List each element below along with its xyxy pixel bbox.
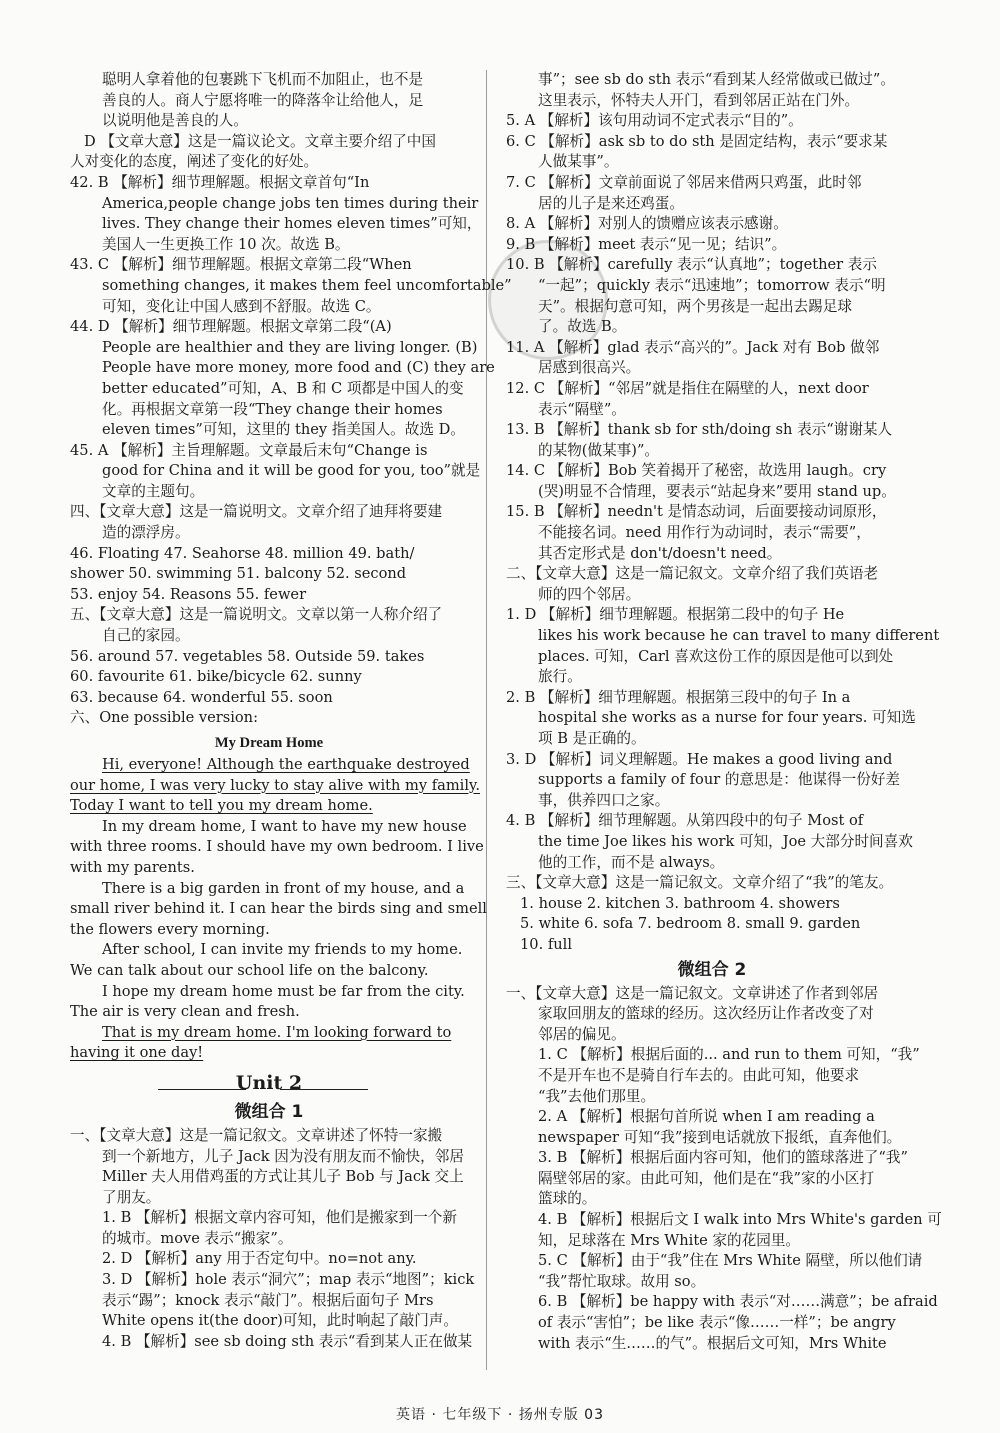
text-line: 53. enjoy 54. Reasons 55. fewer [70, 585, 307, 603]
text-line: 8. A 【解析】对别人的馈赠应该表示感谢。 [506, 215, 788, 233]
text-line: eleven times”可知，这里的 they 指美国人。故选 D。 [102, 421, 465, 439]
text-line: 篮球的。 [538, 1190, 597, 1208]
text-line: Today I want to tell you my dream home. [70, 797, 373, 815]
text-line: There is a big garden in front of my house, and a [102, 879, 465, 897]
text-line: 3. D 【解析】词义理解题。He makes a good living and [506, 750, 893, 768]
text-line: the time Joe likes his work 可知，Joe 大部分时间喜欢 [538, 832, 913, 850]
text-line: supports a family of four 的意思是：他谋得一份好差 [538, 771, 900, 789]
text-line: 6. C 【解析】ask sb to do sth 是固定结构，表示“要求某 [506, 132, 888, 150]
left-column [70, 70, 512, 1352]
text-line: 了。故选 B。 [538, 318, 627, 336]
text-line: 项 B 是正确的。 [538, 730, 646, 747]
text-line: 文章的主题句。 [102, 482, 205, 500]
section-heading: 微组合 2 [677, 959, 747, 980]
text-line: 11. A 【解析】glad 表示“高兴的”。Jack 对有 Bob 做邻 [506, 338, 880, 356]
text-line: 造的漂浮房。 [102, 524, 190, 542]
text-line: 1. C 【解析】根据后面的... and run to them 可知，“我” [538, 1046, 920, 1064]
text-line: 5. white 6. sofa 7. bedroom 8. small 9. garden [520, 915, 861, 933]
text-line: 到一个新地方，儿子 Jack 因为没有朋友而不愉快，邻居 [102, 1147, 464, 1165]
text-line: 六、One possible version: [70, 709, 259, 727]
text-line: 五、【文章大意】这是一篇说明文。文章以第一人称介绍了 [70, 606, 443, 624]
text-line: 自己的家园。 [102, 627, 190, 645]
text-line: 旅行。 [538, 668, 582, 686]
text-line: 12. C 【解析】“邻居”就是指住在隔壁的人，next door [506, 379, 869, 397]
text-line: 2. B 【解析】细节理解题。根据第三段中的句子 In a [506, 688, 851, 706]
text-line: That is my dream home. I'm looking forward to [102, 1023, 452, 1041]
text-line: 3. D 【解析】hole 表示“洞穴”；map 表示“地图”；kick [102, 1271, 475, 1289]
text-line: of 表示“害怕”；be like 表示“像……一样”；be angry [538, 1314, 896, 1332]
text-line: 4. B 【解析】细节理解题。从第四段中的句子 Most of [506, 812, 864, 830]
text-line: The air is very clean and fresh. [70, 1003, 300, 1021]
text-line: 了朋友。 [102, 1188, 161, 1206]
essay-title: My Dream Home [214, 735, 324, 751]
text-line: small river behind it. I can hear the birds sing and smell [70, 900, 487, 918]
text-line: 人做某事”。 [538, 153, 619, 171]
text-line: places. 可知，Carl 喜欢这份工作的原因是他可以到处 [538, 647, 894, 665]
text-line: “一起”；quickly 表示“迅速地”；tomorrow 表示“明 [538, 276, 886, 294]
text-line: better educated”可知，A、B 和 C 项都是中国人的变 [102, 379, 464, 397]
text-line: I hope my dream home must be far from the city. [102, 982, 465, 1000]
text-line: 15. B 【解析】needn't 是情态动词，后面要接动词原形， [506, 503, 887, 521]
text-line: newspaper 可知“我”接到电话就放下报纸，直奔他们。 [538, 1128, 902, 1146]
text-line: 隔壁邻居的家。由此可知，他们是在“我”家的小区打 [538, 1169, 874, 1187]
text-line: with my parents. [70, 858, 195, 876]
text-line: After school, I can invite my friends to my home. [102, 941, 463, 959]
text-line: 的某物(做某事)”。 [538, 441, 660, 459]
text-line: 表示“隔壁”。 [538, 400, 626, 418]
text-line: good for China and it will be good for you, too”就是 [102, 462, 481, 480]
text-line: 6. B 【解析】be happy with 表示“对……满意”；be afraid [538, 1293, 938, 1311]
text-line: America,people change jobs ten times during their [102, 194, 479, 212]
text-line: In my dream home, I want to have my new house [102, 817, 467, 835]
text-line: hospital she works as a nurse for four years. 可知选 [538, 709, 916, 727]
text-line: 43. C 【解析】细节理解题。根据文章第二段“When [70, 256, 412, 274]
text-line: “我”去他们那里。 [538, 1087, 656, 1105]
text-line: 化。再根据文章第一段“They change their homes [102, 400, 443, 418]
text-line: 44. D 【解析】细节理解题。根据文章第二段“(A) [70, 318, 392, 336]
text-line: 以说明他是善良的人。 [102, 112, 248, 130]
text-line: 居的儿子是来还鸡蛋。 [538, 194, 684, 212]
text-line: We can talk about our school life on the balcony. [70, 961, 429, 979]
text-line: 9. B 【解析】meet 表示“见一见；结识”。 [506, 235, 787, 253]
text-line: White opens it(the door)可知，此时响起了敲门声。 [102, 1312, 458, 1330]
text-line: 他的工作，而不是 always。 [538, 853, 725, 871]
text-line: People are healthier and they are living longer. (B) [102, 338, 478, 356]
text-line: 10. B 【解析】carefully 表示“认真地”；together 表示 [506, 256, 877, 274]
text-line: 1. B 【解析】根据文章内容可知，他们是搬家到一个新 [102, 1209, 457, 1227]
text-line: Miller 夫人用借鸡蛋的方式让其儿子 Bob 与 Jack 交上 [102, 1168, 464, 1186]
text-line: 其否定形式是 don't/doesn't need。 [538, 544, 782, 562]
text-line: 事，供养四口之家。 [538, 791, 670, 809]
text-line: having it one day! [70, 1044, 204, 1062]
text-line: People have more money, more food and (C) they are [102, 359, 495, 377]
text-line: 善良的人。商人宁愿将唯一的降落伞让给他人，足 [102, 91, 424, 109]
text-line: 1. house 2. kitchen 3. bathroom 4. showers [520, 894, 840, 912]
text-line: with 表示“生……的气”。根据后文可知，Mrs White [538, 1334, 887, 1352]
text-line: our home, I was very lucky to stay alive with my family. [70, 776, 480, 794]
text-line: something changes, it makes them feel uncomfortable” [102, 276, 512, 294]
text-line: 二、【文章大意】这是一篇记叙文。文章介绍了我们英语老 [506, 565, 879, 583]
text-line: 60. favourite 61. bike/bicycle 62. sunny [70, 668, 362, 686]
text-line: 4. B 【解析】see sb doing sth 表示“看到某人正在做某 [102, 1332, 473, 1350]
text-line: Hi, everyone! Although the earthquake destroyed [102, 756, 470, 773]
text-line: 1. D 【解析】细节理解题。根据第二段中的句子 He [506, 606, 845, 624]
text-line: 人对变化的态度，阐述了变化的好处。 [70, 153, 319, 171]
text-line: 5. C 【解析】由于“我”住在 Mrs White 隔壁，所以他们请 [538, 1252, 923, 1270]
right-column [506, 70, 942, 1354]
text-line: 一、【文章大意】这是一篇记叙文。文章讲述了作者到邻居 [506, 984, 879, 1002]
text-line: 63. because 64. wonderful 55. soon [70, 688, 333, 706]
text-line: 42. B 【解析】细节理解题。根据文章首句“In [70, 173, 370, 191]
text-line: likes his work because he can travel to many different [538, 627, 940, 645]
text-line: 10. full [520, 935, 572, 953]
text-line: 2. D 【解析】any 用于否定句中。no=not any. [102, 1250, 417, 1268]
text-line: 聪明人拿着他的包裹跳下飞机而不加阻止，也不是 [102, 71, 424, 88]
text-line: 7. C 【解析】文章前面说了邻居来借两只鸡蛋，此时邻 [506, 173, 862, 191]
text-line: 56. around 57. vegetables 58. Outside 59. takes [70, 647, 425, 665]
text-line: 三、【文章大意】这是一篇记叙文。文章介绍了“我”的笔友。 [506, 874, 894, 892]
section-heading: 微组合 1 [234, 1101, 304, 1122]
text-line: 46. Floating 47. Seahorse 48. million 49. bath/ [70, 544, 415, 562]
text-line: 知，足球落在 Mrs White 家的花园里。 [538, 1231, 801, 1249]
text-line: 4. B 【解析】根据后文 I walk into Mrs White's garden 可 [538, 1211, 942, 1229]
text-line: 5. A 【解析】该句用动词不定式表示“目的”。 [506, 112, 803, 130]
text-line: 一、【文章大意】这是一篇记叙文。文章讲述了怀特一家搬 [70, 1126, 443, 1144]
text-line: 师的四个邻居。 [538, 585, 641, 603]
text-line: 2. A 【解析】根据句首所说 when I am reading a [538, 1108, 875, 1126]
text-line: shower 50. swimming 51. balcony 52. second [70, 565, 407, 583]
text-line: 这里表示，怀特夫人开门，看到邻居正站在门外。 [538, 91, 860, 109]
page-footer: 英语 · 七年级下 · 扬州专版 03 [396, 1407, 604, 1423]
text-line: 13. B 【解析】thank sb for sth/doing sh 表示“谢谢某人 [506, 421, 893, 439]
text-line: 天”。根据句意可知，两个男孩是一起出去踢足球 [538, 297, 852, 315]
text-line: 四、【文章大意】这是一篇说明文。文章介绍了迪拜将要建 [70, 503, 443, 521]
text-line: 45. A 【解析】主旨理解题。文章最后末句“Change is [70, 441, 428, 459]
text-line: 美国人一生更换工作 10 次。故选 B。 [102, 235, 350, 253]
text-line: “我”帮忙取球。故用 so。 [538, 1272, 706, 1290]
text-line: with three rooms. I should have my own bedroom. I live [70, 838, 484, 856]
text-line: D 【文章大意】这是一篇议论文。文章主要介绍了中国 [84, 132, 436, 150]
unit-heading: Unit 2 [70, 1068, 468, 1098]
text-line: 表示“踢”；knock 表示“敲门”。根据后面句子 Mrs [102, 1291, 434, 1309]
text-line: 事”；see sb do sth 表示“看到某人经常做或已做过”。 [538, 71, 895, 88]
text-line: 14. C 【解析】Bob 笑着揭开了秘密，故选用 laugh。cry [506, 462, 887, 480]
text-line: 不是开车也不是骑自行车去的。由此可知，他要求 [538, 1066, 860, 1084]
text-line: (哭)明显不合情理，要表示“站起身来”要用 stand up。 [538, 482, 896, 500]
text-line: 居感到很高兴。 [538, 359, 641, 377]
text-line: 不能接名词。need 用作行为动词时，表示“需要”， [538, 524, 871, 542]
text-line: 家取回朋友的篮球的经历。这次经历让作者改变了对 [538, 1005, 874, 1023]
text-line: the flowers every morning. [70, 920, 270, 938]
text-line: 3. B 【解析】根据后面内容可知，他们的篮球落进了“我” [538, 1149, 908, 1167]
text-line: 的城市。move 表示“搬家”。 [102, 1229, 293, 1247]
text-line: lives. They change their homes eleven times”可知， [102, 215, 482, 233]
text-line: 邻居的偏见。 [538, 1025, 626, 1043]
text-line: 可知，变化让中国人感到不舒服。故选 C。 [102, 297, 381, 315]
